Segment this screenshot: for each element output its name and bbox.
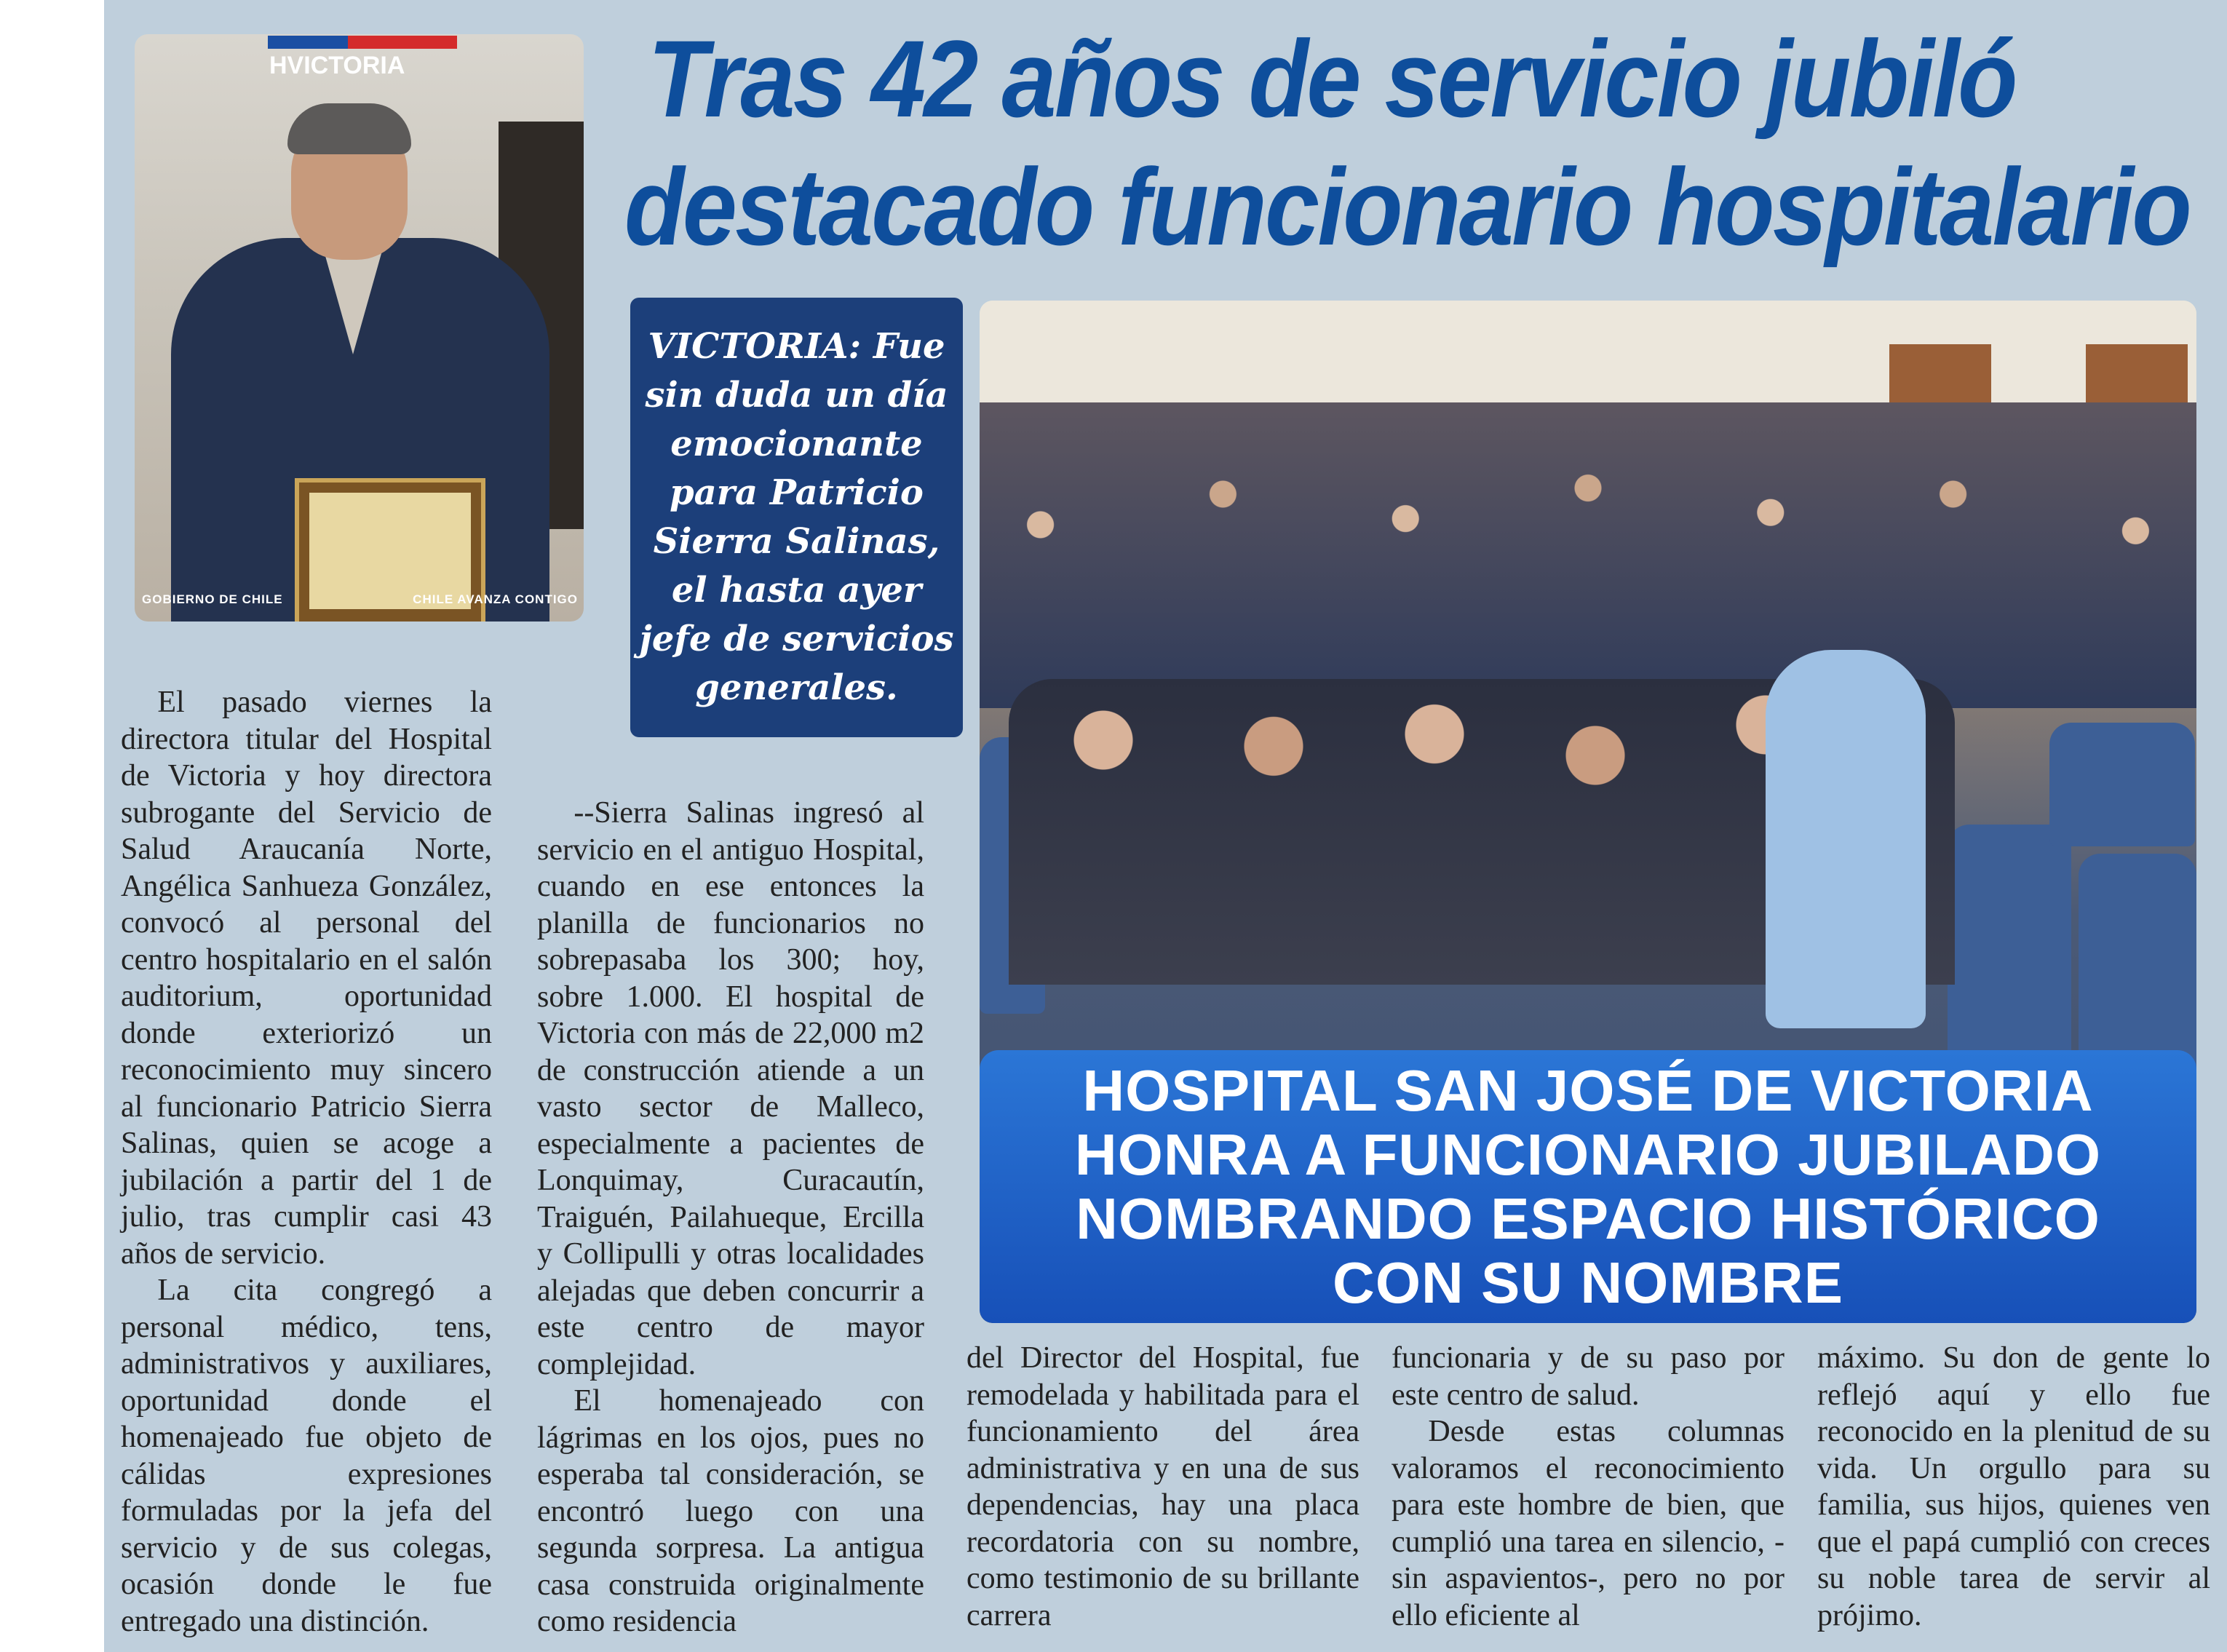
- hospital-logo: HVICTORIA: [269, 52, 405, 79]
- callout-box: [630, 298, 963, 737]
- article-column-3: [966, 1340, 1359, 1634]
- portrait-plaque-plate: [309, 493, 471, 609]
- headline-line-2: destacado funcionario hospitalario: [624, 146, 2191, 268]
- paragraph: máximo. Su don de gente lo reflejó aquí y ello fue reconocido en la plenitud de su vida. Un orgullo para su familia, sus hijos, quienes ven que el papá cumplió con creces su noble tarea de servir al prójimo.: [1817, 1341, 2210, 1632]
- callout-line: VICTORIA: Fue: [648, 326, 945, 367]
- auditorium-wall: [980, 301, 2196, 402]
- callout-line: sin duda un día: [645, 375, 948, 416]
- slogan-text: CHILE AVANZA CONTIGO: [413, 592, 578, 606]
- banner-line: CON SU NOMBRE: [1333, 1250, 1843, 1315]
- paragraph: El homenajeado con lágrimas en los ojos, pues no esperaba tal consideración, se encontró luego con una segunda sorpresa. La antigua casa construida originalmente como residencia: [537, 1384, 924, 1638]
- paragraph: funcionaria y de su paso por este centro de salud.: [1392, 1341, 1785, 1412]
- callout-line: generales.: [695, 667, 898, 708]
- person-in-light-blue-coat: [1766, 650, 1926, 1028]
- paragraph: La cita congregó a personal médico, tens, administrativos y auxiliares, oportunidad donde el homenajeado fue objeto de cálidas expresiones formuladas por la jefa del servicio y de sus colegas, ocasión donde le fue entregado una distinción.: [121, 1274, 492, 1638]
- callout-line: emocionante: [670, 424, 923, 464]
- article-column-2: [537, 795, 924, 1640]
- portrait-photo: [135, 34, 584, 622]
- article-column-4: [1392, 1340, 1785, 1634]
- government-logo-text: GOBIERNO DE CHILE: [142, 592, 283, 606]
- paragraph: El pasado viernes la directora titular del Hospital de Victoria y hoy directora subrogante del Servicio de Salud Araucanía Norte, Angélica Sanhueza González, convocó al personal del centro hospitalario en el salón auditorium, oportunidad donde exteriorizó un reconocimiento muy sincero al funcionario Patricio Sierra Salinas, quien se acoge a jubilación a partir del 1 de julio, tras cumplir casi 43 años de servicio.: [121, 686, 492, 1271]
- callout-line: jefe de servicios: [639, 619, 954, 659]
- paragraph: del Director del Hospital, fue remodelada y habilitada para el funcionamiento del área administrativa y en una de sus dependencias, hay una placa recordatoria con su nombre, como testimonio de su brillante carrera: [966, 1341, 1359, 1632]
- group-photo: [980, 301, 2196, 1323]
- callout-line: Sierra Salinas,: [653, 521, 940, 562]
- callout-line: el hasta ayer: [671, 570, 922, 611]
- banner-line: HOSPITAL SAN JOSÉ DE VICTORIA: [1082, 1057, 2094, 1123]
- auditorium-seat: [1948, 825, 2071, 1057]
- photo-banner: [980, 1050, 2196, 1323]
- article-column-1: [121, 684, 492, 1640]
- crowd-of-staff: [980, 402, 2196, 708]
- banner-line: NOMBRANDO ESPACIO HISTÓRICO: [1076, 1186, 2100, 1251]
- paragraph: Desde estas columnas valoramos el reconocimiento para este hombre de bien, que cumplió una tarea en silencio, -sin aspavientos-, pero no por ello eficiente al: [1392, 1415, 1785, 1632]
- headline-line-1: Tras 42 años de servicio jubiló: [648, 17, 2016, 140]
- banner-line: HONRA A FUNCIONARIO JUBILADO: [1074, 1121, 2102, 1187]
- auditorium-seat: [2079, 854, 2196, 1072]
- callout-line: para Patricio: [670, 472, 924, 513]
- flag-stripe: [268, 36, 457, 49]
- headline: [624, 15, 2191, 271]
- portrait-person-hair: [287, 103, 411, 154]
- article-column-5: [1817, 1340, 2210, 1634]
- paragraph: --Sierra Salinas ingresó al servicio en el antiguo Hospital, cuando en ese entonces la planilla de funcionarios no sobrepasaba los 300; hoy, sobre 1.000. El hospital de Victoria con más de 22,000 m2 de construcción atiende a un vasto sector de Malleco, especialmente a pacientes de Lonquimay, Curacautín, Traiguén, Pailahueque, Ercilla y Collipulli y otras localidades alejadas que deben concurrir a este centro de mayor complejidad.: [537, 796, 924, 1381]
- auditorium-seat: [2049, 723, 2195, 846]
